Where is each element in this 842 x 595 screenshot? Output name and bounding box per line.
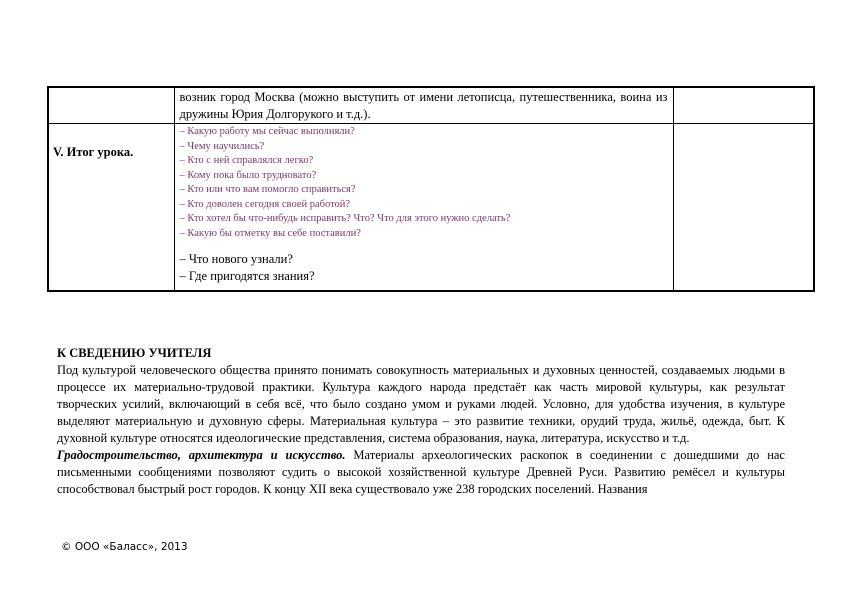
list-item: – Кто или что вам помогло справиться? bbox=[179, 184, 356, 195]
notes-cell bbox=[673, 87, 814, 124]
stage-cell bbox=[48, 87, 174, 124]
copyright-footer: © ООО «Баласс», 2013 bbox=[61, 541, 188, 553]
list-item: – Кто хотел бы что-нибудь исправить? Что? Что для этого нужно сделать? bbox=[179, 213, 511, 224]
list-item: – Кто доволен сегодня своей работой? bbox=[179, 198, 351, 210]
content-text: возник город Москва (можно выступить от имени летописца, путешественника, воина из дружины Юрия Долгорукого и т.д.). bbox=[179, 90, 668, 121]
paragraph-body: Материалы археологических раскопок в соединении с дошедшими до нас письменными сообщениями позволяют судить о высокой хозяйственной культуре Древней Руси. Развитию ремёсел и культуры способствовал быстрый рост городов. К концу XII века существовало уже 238 городских поселений. Названия bbox=[57, 448, 785, 496]
list-item: – Кто с ней справлялся легко? bbox=[179, 155, 314, 166]
lesson-plan-table bbox=[47, 86, 815, 292]
note-paragraph bbox=[57, 447, 785, 498]
teacher-note bbox=[57, 345, 785, 498]
note-paragraph: Под культурой человеческого общества принято понимать совокупность материальных и духовных ценностей, создаваемых людьми в процессе их материально-трудовой практики. Культура каждого народа предстаёт как часть мировой культуры, как результат творческих усилий, включающий в себя всё, что было создано умом и руками людей. Условно, для удобства изучения, в культуре выделяют материальную и духовную сферы. Материальная культура – это развитие техники, орудий труда, жильё, одежда, быт. К духовной культуре относятся идеологические представления, система образования, наука, литература, искусство и т.д. bbox=[57, 363, 785, 445]
content-cell bbox=[174, 124, 673, 292]
list-item: – Кому пока было трудновато? bbox=[179, 169, 317, 181]
stage-title bbox=[49, 88, 174, 109]
paragraph-lead: Градостроительство, архитектура и искусство. bbox=[57, 448, 346, 462]
list-item: – Что нового узнали? bbox=[179, 252, 293, 266]
list-item: – Какую работу мы сейчас выполняли? bbox=[179, 126, 355, 137]
reflection-questions bbox=[175, 124, 673, 241]
list-item: – Чему научились? bbox=[179, 140, 265, 152]
list-item: – Где пригодятся знания? bbox=[179, 269, 315, 283]
table-row bbox=[48, 124, 814, 292]
table-row bbox=[48, 87, 814, 124]
notes-cell bbox=[673, 124, 814, 292]
content-cell bbox=[174, 87, 673, 124]
list-item: – Какую бы отметку вы себе поставили? bbox=[179, 227, 361, 239]
stage-title: V. Итог урока. bbox=[53, 145, 134, 159]
summary-questions bbox=[175, 241, 673, 285]
note-title: К СВЕДЕНИЮ УЧИТЕЛЯ bbox=[57, 346, 212, 360]
stage-cell bbox=[48, 124, 174, 292]
